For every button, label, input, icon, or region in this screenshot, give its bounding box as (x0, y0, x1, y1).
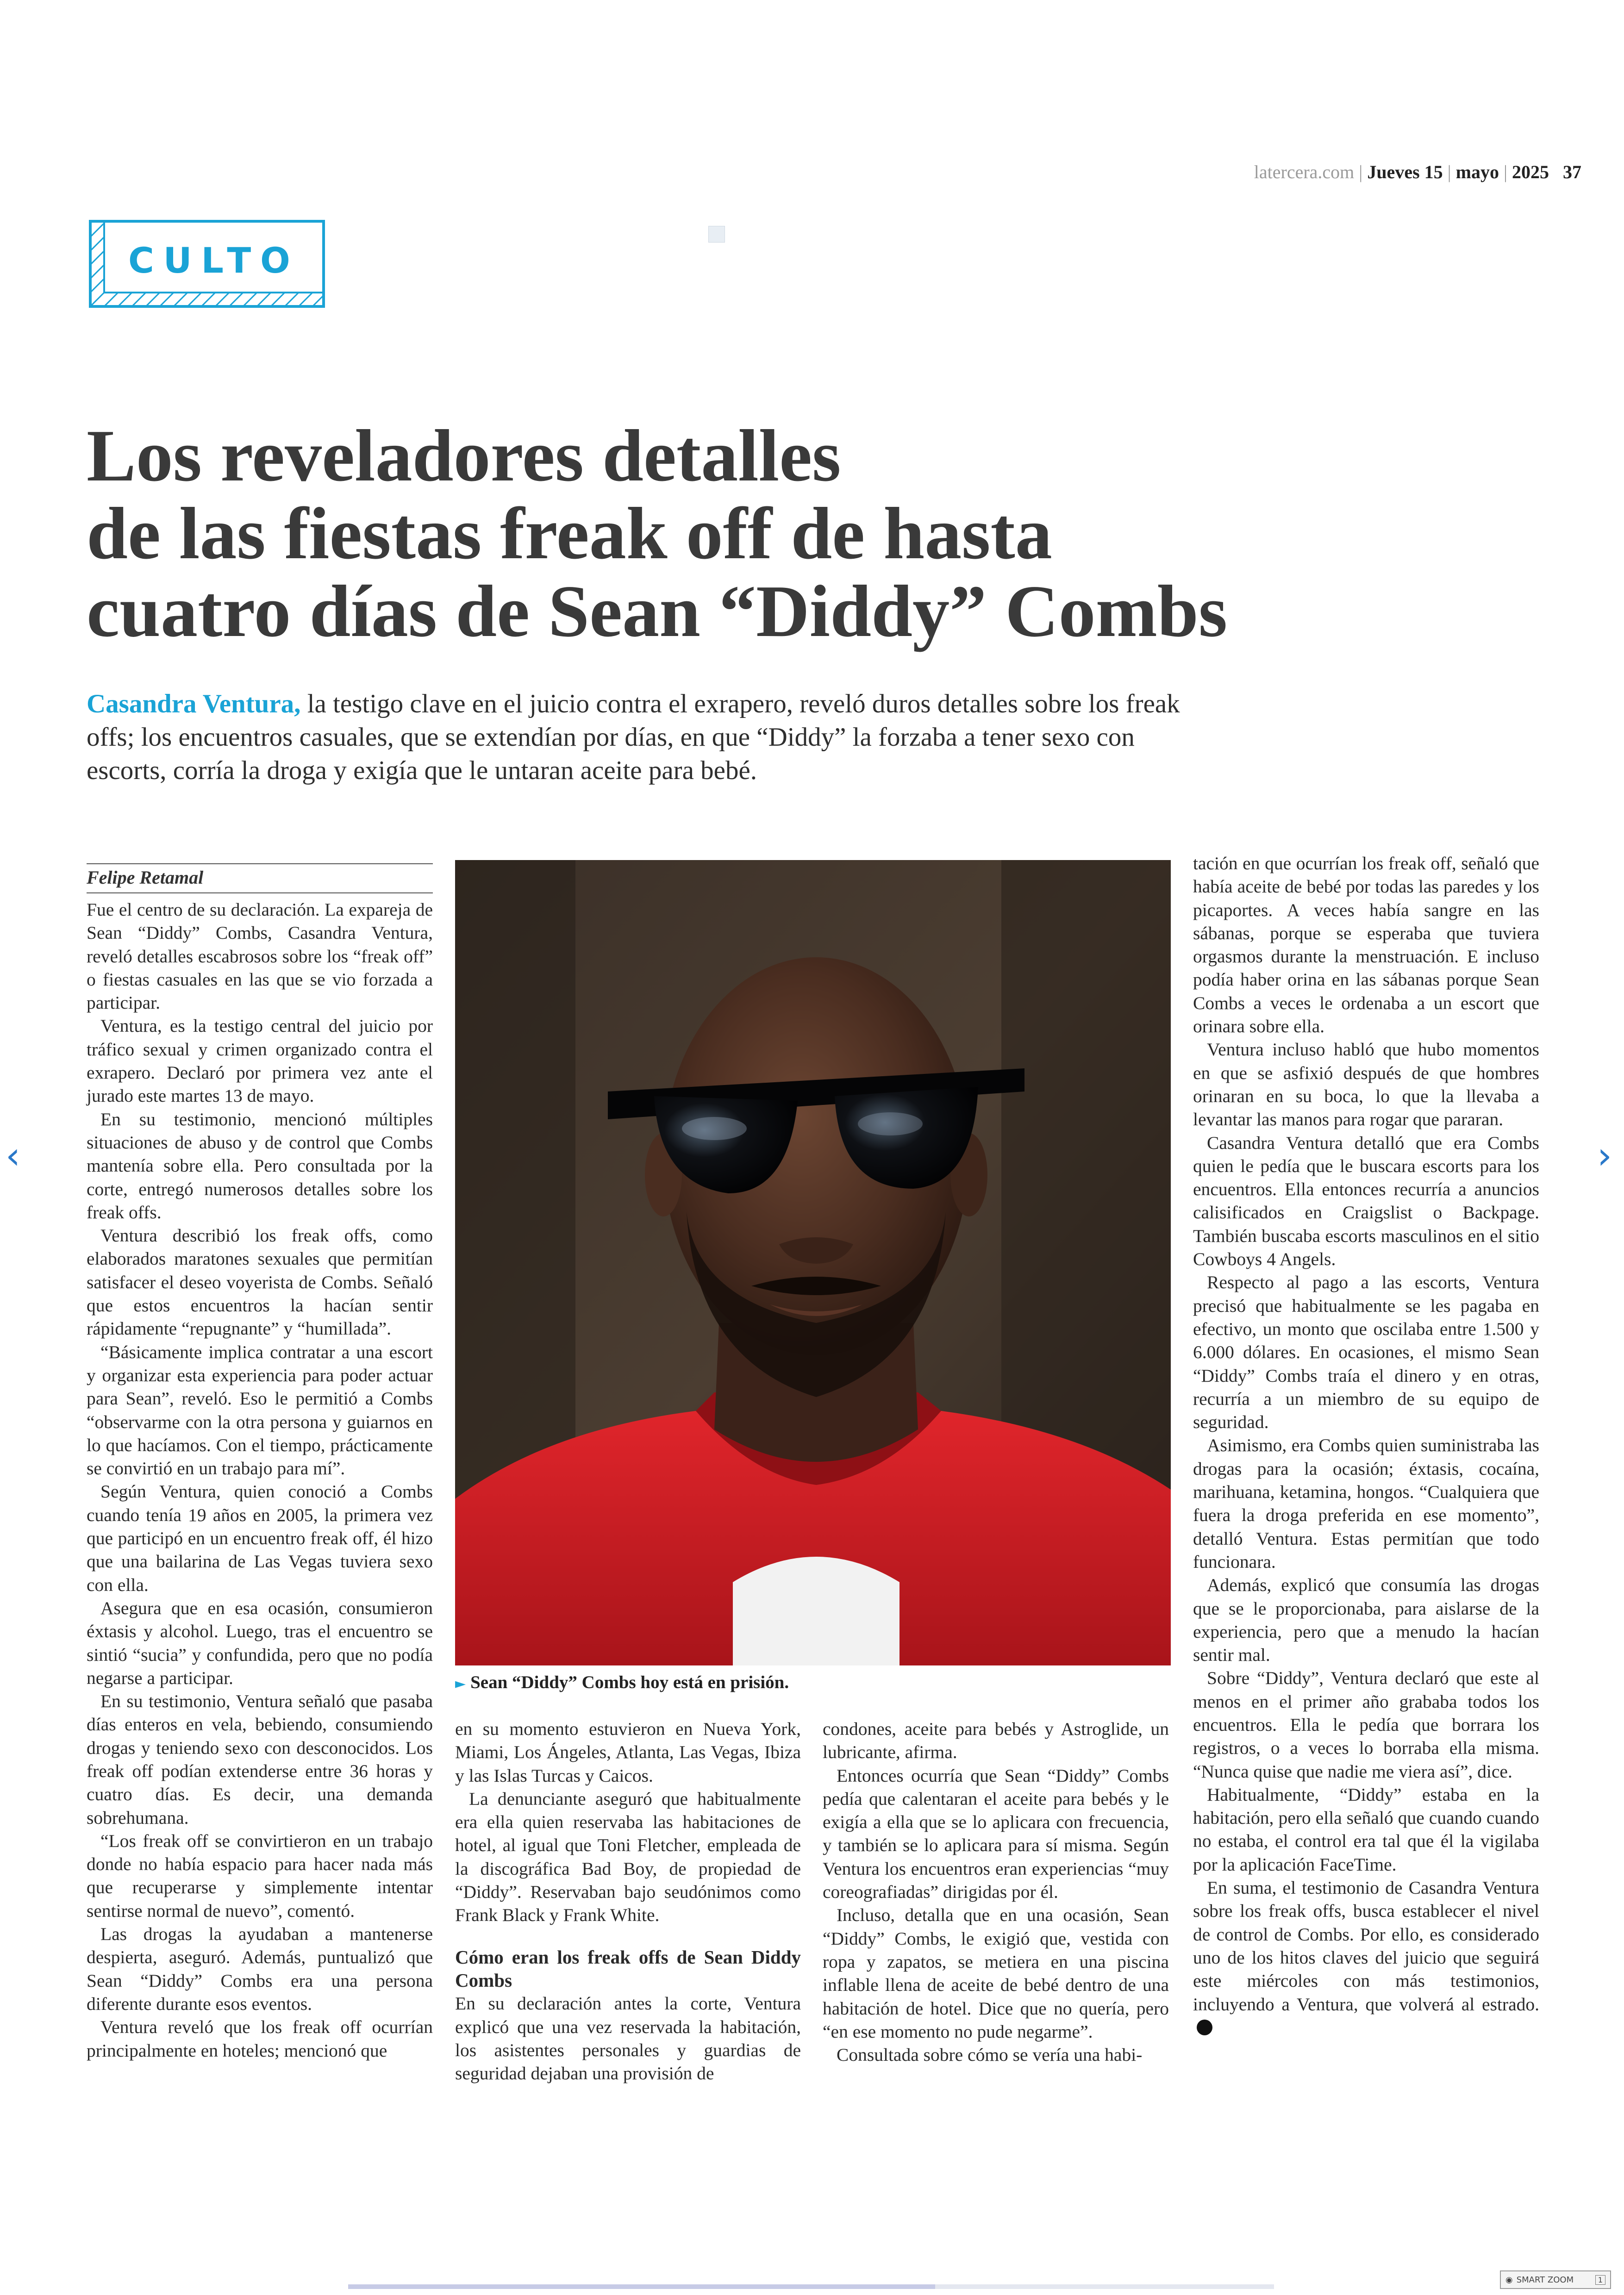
caption-text: Sean “Diddy” Combs hoy está en prisión. (470, 1672, 789, 1692)
paragraph: Ventura incluso habló que hubo momentos en que se asfixió después de que hombres orinaran en su boca, lo que la llevaba a levantar las manos para rogar que pararan. (1193, 1039, 1539, 1130)
paragraph-final (1193, 1876, 1539, 2039)
paragraph: en su momento estuvieron en Nueva York, Miami, Los Ángeles, Atlanta, Las Vegas, Ibiza y las Islas Turcas y Caicos. (455, 1719, 801, 1786)
paragraph: Habitualmente, “Diddy” estaba en la habitación, pero ella señaló que cuando cuando no estaba, el control era tal que él la vigilaba por la aplicación FaceTime. (1193, 1784, 1539, 1875)
smart-zoom-button[interactable] (1500, 2270, 1611, 2289)
photo-illustration (455, 860, 1171, 1665)
header-month: mayo (1455, 162, 1499, 182)
paragraph: condones, aceite para bebés y Astroglide, un lubricante, afirma. (823, 1719, 1169, 1763)
paragraph: Asimismo, era Combs quien suministraba las drogas para la ocasión; éxtasis, cocaína, marihuana, ketamina, hongos. “Cualquiera que fuera la droga preferida en ese momento”, detalló Ventura. Estas permitían que todo funcionara. (1193, 1435, 1539, 1572)
eye-icon: ◉ (1505, 2275, 1513, 2285)
headline-line: de las fiestas freak off de hasta (87, 492, 1052, 574)
article-column-3 (823, 1717, 1169, 2066)
deck (87, 687, 1198, 787)
paragraph: Además, explicó que consumía las drogas que se le proporcionaba, para aislarse de la experiencia, pero que a menudo la hacían sentir mal. (1193, 1575, 1539, 1665)
paragraph: En su testimonio, Ventura señaló que pasaba días enteros en vela, bebiendo, consumiendo drogas y teniendo sexo con desconocidos. Los freak off podían extenderse entre 36 horas y cuatro días. Es decir, una demanda sobrehumana. (87, 1691, 433, 1828)
header-year: 2025 (1512, 162, 1549, 182)
headline-line: Los reveladores detalles (87, 414, 841, 497)
paragraph: La denunciante aseguró que habitualmente era ella quien reservaba las habitaciones de hotel, al igual que Toni Fletcher, empleada de la discográfica Bad Boy, de propiedad de “Diddy”. Reservaban bajo seudónimos como Frank Black y Frank White. (455, 1788, 801, 1926)
byline: Felipe Retamal (87, 867, 204, 888)
deck-text: la testigo clave en el juicio contra el exrapero, reveló duros detalles sobre los freak offs; los encuentros casuales, que se extendían por días, en que “Diddy” la forzaba a tener sexo con escorts, corría la droga y exigía que le untaran aceite para bebé. (87, 689, 1180, 785)
portrait-photo (455, 860, 1171, 1665)
article-column-1 (87, 898, 433, 2062)
paragraph: En su testimonio, mencionó múltiples situaciones de abuso y de control que Combs mantenía sobre ella. Pero consultada por la corte, entregó numerosos detalles sobre los freak offs. (87, 1109, 433, 1222)
previous-page-button[interactable]: ‹ (6, 1134, 20, 1177)
page-scrollbar-thumb[interactable] (348, 2284, 935, 2289)
paragraph-text: En suma, el testimonio de Casandra Ventura sobre los freak offs, busca establecer el nivel de control de Combs. Por ello, es considerado uno de los hitos claves del juicio que seguirá este miércoles con más testimonios, incluyendo a Ventura, que volverá al estrado. (1193, 1877, 1539, 2014)
paragraph: Ventura, es la testigo central del juicio por tráfico sexual y crimen organizado contra el exrapero. Declaró por primera vez ante el jurado este martes 13 de mayo. (87, 1016, 433, 1106)
section-badge (87, 218, 327, 310)
paragraph: Incluso, detalla que en una ocasión, Sean “Diddy” Combs, le exigió que, vestida con ropa y zapatos, se metiera en una piscina inflable llena de aceite de bebé dentro de una habitación de hotel. Dice que no quería, pero “en ese momento no pude negarme”. (823, 1905, 1169, 2042)
page-header: latercera.com | Jueves 15 | mayo | 2025 37 (1254, 162, 1581, 182)
paragraph: Asegura que en esa ocasión, consumieron éxtasis y alcohol. Luego, tras el encuentro se sintió “sucia” y confundida, pero que no podía negarse a participar. (87, 1597, 433, 1688)
end-of-article-icon (1197, 2020, 1212, 2035)
paragraph: “Básicamente implica contratar a una escort y organizar esta experiencia para poder actuar para Sean”, reveló. Eso le permitió a Combs “observarme con la otra persona y guiarnos en lo que hacíamos. Con el tiempo, prácticamente se convirtió en un trabajo para mí”. (87, 1341, 433, 1479)
deck-lead: Casandra Ventura, (87, 689, 301, 718)
article-column-2 (455, 1717, 801, 2085)
next-page-button[interactable]: › (1597, 1134, 1612, 1177)
article-column-4 (1193, 852, 1539, 2039)
subheading: Cómo eran los freak offs de Sean Diddy Combs (455, 1946, 801, 1991)
paragraph: Las drogas la ayudaban a mantenerse despierta, aseguró. Además, puntualizó que Sean “Diddy” Combs era una persona diferente durante esos eventos. (87, 1924, 433, 2014)
paragraph: Ventura reveló que los freak off ocurrían principalmente en hoteles; mencionó que (87, 2017, 433, 2061)
smart-zoom-label: SMART ZOOM (1516, 2275, 1574, 2285)
paragraph: Consultada sobre cómo se vería una habi- (837, 2045, 1143, 2065)
paragraph: Respecto al pago a las escorts, Ventura precisó que habitualmente se les pagaba en efectivo, un monto que oscilaba entre 1.500 y 6.000 dólares. En ocasiones, el mismo Sean “Diddy” Combs traía el dinero y en otras, recurría a un miembro de su equipo de seguridad. (1193, 1272, 1539, 1433)
small-marker-icon (708, 226, 725, 243)
header-day: Jueves 15 (1367, 162, 1443, 182)
byline-rule (87, 892, 433, 893)
paragraph: Ventura describió los freak offs, como elaborados maratones sexuales que permitían satisfacer el deseo voyerista de Combs. Señaló que estos encuentros la hacían sentir rápidamente “repugnante” y “humillada”. (87, 1225, 433, 1339)
paragraph: Sobre “Diddy”, Ventura declaró que este al menos en el primer año grababa todos los encuentros. Ella le pedía que borrara los registros, o a veces lo borraba ella misma. “Nunca quise que nadie me viera así”, dice. (1193, 1668, 1539, 1782)
paragraph: Fue el centro de su declaración. La expareja de Sean “Diddy” Combs, Casandra Ventura, reveló detalles escabrosos sobre los “freak off” o fiestas casuales en las que se vio forzada a participar. (87, 899, 433, 1013)
paragraph: tación en que ocurrían los freak off, señaló que había aceite de bebé por todas las paredes y los picaportes. A veces había sangre en las sábanas, porque se esperaba que tuviera orgasmos durante la menstruación. E incluso podía haber orina en las sábanas porque Sean Combs a veces le ordenaba a un escort que orinara sobre ella. (1193, 853, 1539, 1037)
site-name: latercera.com (1254, 162, 1355, 182)
paragraph: Entonces ocurría que Sean “Diddy” Combs pedía que calentaran el aceite para bebés y le exigía a ella que se lo aplicara con frecuencia, y también se lo aplicara para sí misma. Según Ventura los encuentros eran experiencias “muy coreografiadas” dirigidas por él. (823, 1765, 1169, 1902)
section-label: CULTO (128, 240, 300, 281)
paragraph: Casandra Ventura detalló que era Combs quien le pedía que le buscara escorts para los encuentros. Ella entonces recurría a anuncios calisificados en Craigslist o Backpage. También buscaba escorts masculinos en el sitio Cowboys 4 Angels. (1193, 1132, 1539, 1270)
paragraph: Según Ventura, quien conoció a Combs cuando tenía 19 años en 2005, la primera vez que participó en un encuentro freak off, él hizo que una bailarina de Las Vegas tuviera sexo con ella. (87, 1481, 433, 1595)
paragraph: En su declaración antes la corte, Ventura explicó que una vez reservada la habitación, los asistentes personales y guardias de seguridad dejaban una provisión de (455, 1993, 801, 2084)
photo-caption (455, 1672, 789, 1693)
headline (87, 414, 1429, 652)
byline-rule (87, 863, 433, 864)
smart-zoom-count: 1 (1595, 2275, 1605, 2285)
headline-line: cuatro días de Sean “Diddy” Combs (87, 570, 1228, 652)
caption-arrow-icon: ► (455, 1676, 466, 1692)
page-number: 37 (1563, 162, 1581, 182)
paragraph: “Los freak off se convirtieron en un trabajo donde no había espacio para hacer nada más que recuperarse y simplemente intentar sentirse normal de nuevo”, comentó. (87, 1830, 433, 1921)
